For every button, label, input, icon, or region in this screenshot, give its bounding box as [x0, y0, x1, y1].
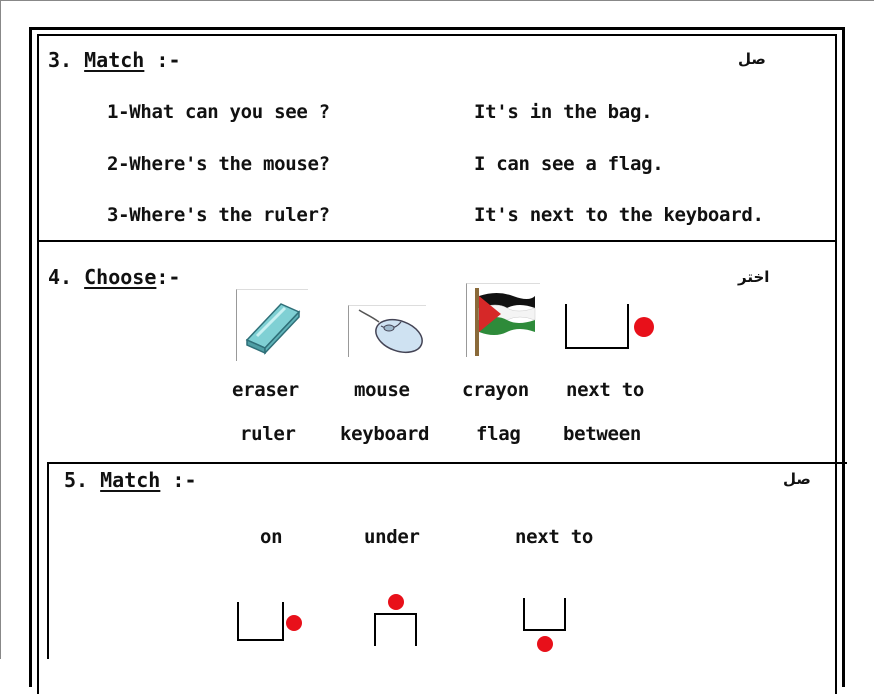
section3-question-3: 3-Where's the ruler? [107, 204, 330, 226]
next-to-picture [560, 302, 660, 352]
section3-number: 3. [48, 48, 73, 72]
choice-next-to: next to [566, 379, 644, 401]
section5-heading [64, 468, 197, 492]
computer-mouse-icon [349, 306, 427, 358]
mouse-picture [348, 305, 426, 357]
page-top-edge [0, 0, 874, 1]
section3-answer-3: It's next to the keyboard. [474, 204, 764, 226]
choice-flag: flag [476, 423, 521, 445]
choice-keyboard: keyboard [340, 423, 430, 445]
section5-left-border [47, 462, 49, 659]
section-divider [37, 240, 837, 242]
section5-title: Match [100, 468, 161, 492]
section4-number: 4. [48, 265, 73, 289]
choice-eraser: eraser [232, 379, 299, 401]
box-with-ball-icon [560, 302, 660, 352]
section3-answer-2: I can see a flag. [474, 153, 664, 175]
section4-suffix: :- [156, 265, 181, 289]
section3-question-2: 2-Where's the mouse? [107, 153, 330, 175]
box-ball-on-top-icon [370, 590, 422, 648]
section3-question-1: 1-What can you see ? [107, 101, 330, 123]
under-diagram [519, 596, 571, 656]
choice-between: between [563, 423, 641, 445]
section5-number: 5. [64, 468, 89, 492]
section4-arabic-label: اختر [738, 268, 770, 286]
on-diagram [370, 590, 422, 648]
next-to-diagram [233, 600, 303, 644]
eraser-icon [237, 290, 309, 362]
section3-suffix: :- [156, 48, 181, 72]
choice-mouse: mouse [354, 379, 410, 401]
word-on: on [260, 526, 283, 548]
section3-answer-1: It's in the bag. [474, 101, 653, 123]
choice-crayon: crayon [462, 379, 529, 401]
section3-arabic-label: صل [738, 50, 766, 68]
word-next-to: next to [515, 526, 593, 548]
section4-title: Choose [84, 265, 157, 289]
choice-ruler: ruler [240, 423, 296, 445]
word-under: under [364, 526, 420, 548]
section5-suffix: :- [172, 468, 197, 492]
palestine-flag-icon [467, 284, 541, 358]
page-left-edge [0, 0, 1, 659]
flag-picture [466, 283, 540, 357]
eraser-picture [236, 289, 308, 361]
section4-heading [48, 265, 180, 289]
section3-heading [48, 48, 181, 72]
box-ball-below-icon [519, 596, 571, 656]
inner-frame [37, 34, 837, 694]
section3-title: Match [84, 48, 145, 72]
box-ball-beside-icon [233, 600, 303, 644]
section-divider-2 [47, 462, 847, 464]
section5-arabic-label: صل [783, 470, 811, 488]
